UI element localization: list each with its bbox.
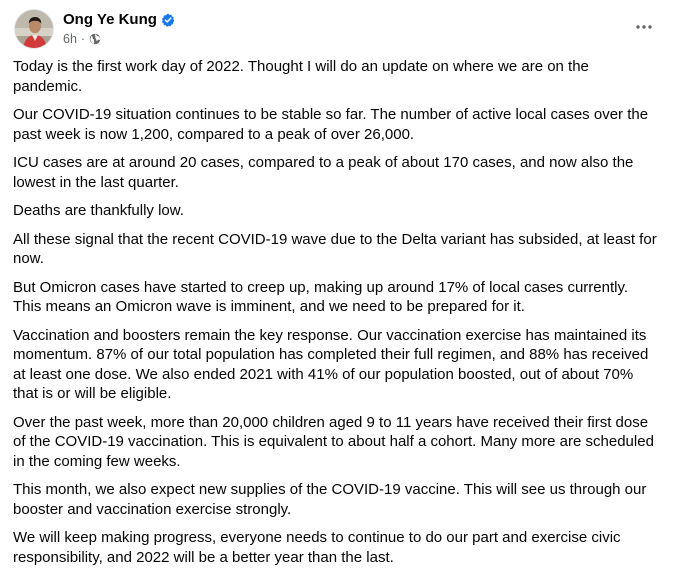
globe-icon[interactable] — [89, 33, 101, 45]
author-name-link[interactable] — [63, 11, 175, 29]
post-paragraph: Our COVID-19 situation continues to be stable so far. The number of active local cases over the past week is now 1,200, compared to a peak of over 26,000. — [13, 106, 649, 143]
more-options-icon — [636, 25, 652, 29]
more-options-button[interactable] — [629, 15, 659, 39]
post-paragraph: All these signal that the recent COVID-19 wave due to the Delta variant has subsided, at least for now. — [13, 230, 657, 267]
post-header — [14, 9, 659, 51]
post-paragraph: This month, we also expect new supplies of the COVID-19 vaccine. This will see us through our booster and vaccination exercise strongly. — [13, 481, 647, 518]
post-paragraph: Vaccination and boosters remain the key response. Our vaccination exercise has maintained its momentum. 87% of our total population has completed their full regimen, and 88% has received at least one dose. We also ended 2021 with 41% of our population boosted, out of about 70% that is or will be eligible. — [13, 326, 649, 402]
post-paragraph: But Omicron cases have started to creep up, making up around 17% of local cases currently. This means an Omicron wave is imminent, and we need to be prepared for it. — [13, 278, 629, 315]
post-paragraph: ICU cases are at around 20 cases, compared to a peak of about 170 cases, and now also the lowest in the last quarter. — [13, 154, 634, 191]
post-body — [13, 57, 658, 576]
author-avatar[interactable] — [14, 9, 54, 49]
profile-photo-icon — [15, 10, 54, 49]
post-paragraph: Today is the first work day of 2022. Thought I will do an update on where we are on the pandemic. — [13, 58, 589, 95]
meta-separator: · — [80, 32, 86, 46]
post-meta — [63, 31, 101, 47]
post-paragraph: We will keep making progress, everyone needs to continue to do our part and exercise civic responsibility, and 2022 will be a better year than the last. — [13, 529, 621, 566]
author-name[interactable]: Ong Ye Kung — [63, 11, 157, 28]
post-timestamp[interactable]: 6h — [63, 32, 77, 46]
post-paragraph: Deaths are thankfully low. — [13, 202, 184, 219]
post-paragraph: Over the past week, more than 20,000 children aged 9 to 11 years have received their first dose of the COVID-19 vaccination. This is equivalent to about half a cohort. Many more are scheduled in the coming few weeks. — [13, 413, 654, 470]
verified-badge-icon — [161, 13, 175, 27]
